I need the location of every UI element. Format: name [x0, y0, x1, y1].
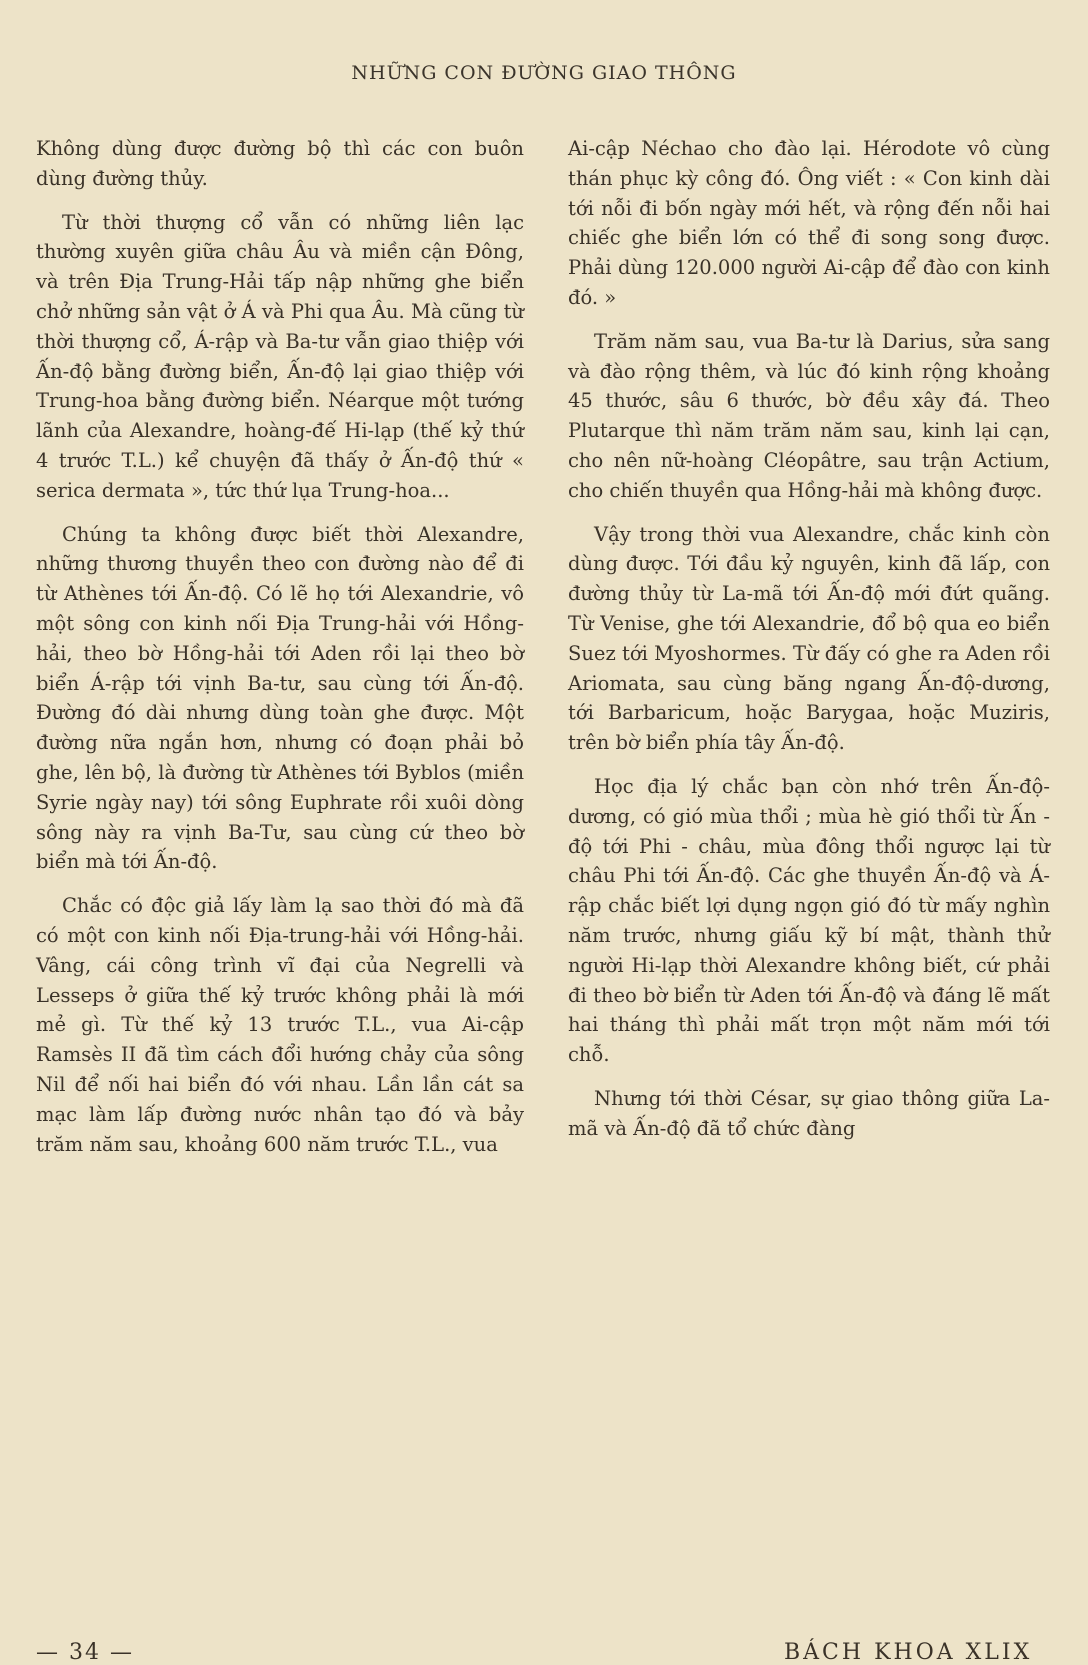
- paragraph: Nhưng tới thời César, sự giao thông giữa La-mã và Ấn-độ đã tổ chức đàng: [568, 1086, 1050, 1140]
- paragraph: Chúng ta không được biết thời Alexandre, những thương thuyền theo con đường nào để đi từ Athènes tới Ấn-độ. Có lẽ họ tới Alexandrie, vô một sông con kinh nối Địa Trung-hải với Hồng-hải, theo bờ Hồng-hải tới Aden rồi lại theo bờ biển Á-rập tới vịnh Ba-tư, sau cùng tới Ấn-độ. Đường đó dài nhưng dùng toàn ghe được. Một đường nữa ngắn hơn, nhưng có đoạn phải bỏ ghe, lên bộ, là đường từ Athènes tới Byblos (miền Syrie ngày nay) tới sông Euphrate rồi xuôi dòng sông này ra vịnh Ba-Tư, sau cùng cứ theo bờ biển mà tới Ấn-độ.: [36, 522, 524, 874]
- page-title: NHỮNG CON ĐƯỜNG GIAO THÔNG: [351, 62, 737, 84]
- paragraph: Không dùng được đường bộ thì các con buôn dùng đường thủy.: [36, 137, 524, 190]
- paragraph: Chắc có độc giả lấy làm lạ sao thời đó mà đã có một con kinh nối Địa-trung-hải với Hồng-hải. Vâng, cái công trình vĩ đại của Negrelli và Lesseps ở giữa thế kỷ trước không phải là mới mẻ gì. Từ thế kỷ 13 trước T.L., vua Ai-cập Ramsès II đã tìm cách đổi hướng chảy của sông Nil để nối hai biển đó với nhau. Lần lần cát sa mạc làm lấp đường nước nhân tạo đó và bảy trăm năm sau, khoảng 600 năm trước T.L., vua: [36, 894, 524, 1156]
- paragraph: Ai-cập Néchao cho đào lại. Hérodote vô cùng thán phục kỳ công đó. Ông viết : « Con kinh dài tới nỗi đi bốn ngày mới hết, và rộng đến nỗi hai chiếc ghe biển lớn có thể đi song song được. Phải dùng 120.000 người Ai-cập để đào con kinh đó. »: [568, 137, 1050, 309]
- paragraph: Từ thời thượng cổ vẫn có những liên lạc thường xuyên giữa châu Âu và miền cận Đông, và trên Địa Trung-Hải tấp nập những ghe biển chở những sản vật ở Á và Phi qua Âu. Mà cũng từ thời thượng cổ, Á-rập và Ba-tư vẫn giao thiệp với Ấn-độ bằng đường biển, Ấn-độ lại giao thiệp với Trung-hoa bằng đường biển. Néarque một tướng lãnh của Alexandre, hoàng-đế Hi-lạp (thế kỷ thứ 4 trước T.L.) kể chuyện đã thấy ở Ấn-độ thứ « serica dermata », tức thứ lụa Trung-hoa...: [36, 210, 524, 502]
- right-column: [568, 134, 1050, 1158]
- page-number: — 34 —: [36, 1640, 134, 1665]
- left-column: [36, 134, 524, 1173]
- paragraph: Học địa lý chắc bạn còn nhớ trên Ấn-độ-dương, có gió mùa thổi ; mùa hè gió thổi từ Ấn - độ tới Phi - châu, mùa đông thổi ngược lại từ châu Phi tới Ấn-độ. Các ghe thuyền Ấn-độ và Á-rập chắc biết lợi dụng ngọn gió đó từ mấy nghìn năm trước, nhưng giấu kỹ bí mật, thành thử người Hi-lạp thời Alexandre không biết, cứ phải đi theo bờ biển từ Aden tới Ấn-độ và đáng lẽ mất hai tháng thì phải mất trọn một năm mới tới chỗ.: [568, 774, 1050, 1067]
- paragraph: Trăm năm sau, vua Ba-tư là Darius, sửa sang và đào rộng thêm, và lúc đó kinh rộng khoảng 45 thước, sâu 6 thước, bờ đều xây đá. Theo Plutarque thì năm trăm năm sau, kinh lại cạn, cho nên nữ-hoàng Cléopâtre, sau trận Actium, cho chiến thuyền qua Hồng-hải mà không được.: [568, 329, 1050, 502]
- publication-name: BÁCH KHOA XLIX: [784, 1640, 1033, 1665]
- paragraph: Vậy trong thời vua Alexandre, chắc kinh còn dùng được. Tới đầu kỷ nguyên, kinh đã lấp, con đường thủy từ La-mã tới Ấn-độ mới đứt quãng. Từ Venise, ghe tới Alexandrie, đổ bộ qua eo biển Suez tới Myoshormes. Từ đấy có ghe ra Aden rồi Ariomata, sau cùng băng ngang Ấn-độ-dương, tới Barbaricum, hoặc Barygaa, hoặc Muziris, trên bờ biển phía tây Ấn-độ.: [568, 522, 1050, 755]
